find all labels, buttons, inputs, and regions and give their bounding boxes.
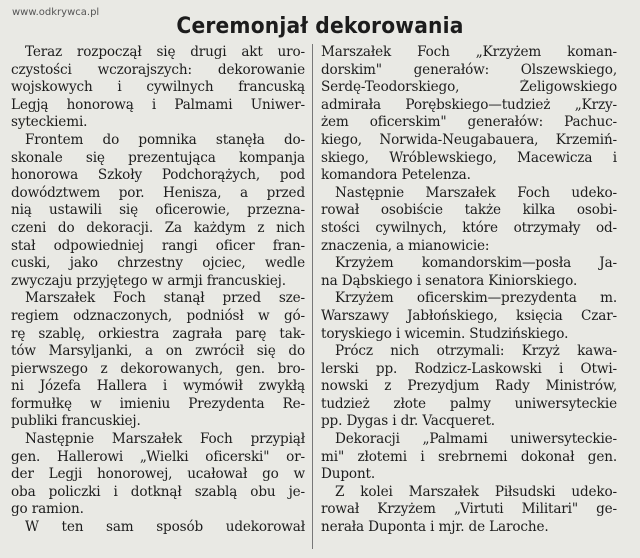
text-line: dorskim" generałów: Olszewskiego,	[321, 61, 617, 78]
text-line: Frontem do pomnika stanęła do-	[25, 131, 305, 148]
text-line: honorowa Szkoły Podchorążych, pod	[11, 167, 305, 184]
text-line: komandora Petelenza.	[321, 167, 471, 184]
text-line: admirała Porębskiego—tudzież „Krzy-	[321, 96, 617, 113]
text-line: Dupont.	[321, 466, 376, 483]
text-line: lerski pp. Rodzicz-Laskowski i Otwi-	[321, 360, 617, 377]
text-line: żem oficerskim" generałów: Pachuc-	[321, 114, 617, 131]
text-line: syteckiemi.	[11, 114, 88, 131]
text-line: zwyczaju przyjętego w armji francuskiej.	[11, 272, 286, 289]
text-line: skiego, Wróblewskiego, Macewicza i	[321, 149, 617, 166]
column-divider	[312, 44, 313, 549]
text-line: Marszałek Foch stanął przed sze-	[25, 290, 305, 307]
right-column	[321, 44, 617, 537]
text-line: rował Krzyżem „Virtuti Militari" ge-	[321, 501, 617, 518]
text-line: Krzyżem komandorskim—posła Ja-	[335, 255, 617, 272]
text-line: gen. Hallerowi „Wielki oficerski" or-	[11, 448, 305, 465]
text-line: czystości wczorajszych: dekorowanie	[11, 61, 305, 78]
text-line: kiego, Norwida-Neugabauera, Krzemiń-	[321, 131, 617, 148]
text-line: nerała Duponta i mjr. de Laroche.	[321, 519, 549, 536]
text-line: formułkę w imieniu Prezydenta Re-	[11, 395, 305, 412]
text-line: cuski, jako chrzestny ojciec, wedle	[11, 255, 305, 272]
text-line: regiem odznaczonych, podniósł w gó-	[11, 307, 305, 324]
text-line: oba policzki i dotknął szablą obu je-	[11, 483, 305, 500]
text-line: Legją honorową i Palmami Uniwer-	[11, 96, 305, 113]
text-line: toryskiego i wicemin. Studzińskiego.	[321, 325, 569, 342]
text-line: stał odpowiedniej rangi oficer fran-	[11, 237, 305, 254]
text-line: Prócz nich otrzymali: Krzyż kawa-	[335, 343, 617, 360]
text-line: go ramion.	[11, 501, 84, 518]
article-title: Ceremonjał dekorowania	[176, 14, 464, 39]
text-line: nią ustawili się oficerowie, przezna-	[11, 202, 305, 219]
text-line: Z kolei Marszałek Piłsudski udeko-	[335, 483, 617, 500]
text-line: tów Marsyljanki, a on zwrócił się do	[11, 343, 305, 360]
text-line: rę szablę, orkiestra zagrała parę tak-	[11, 325, 305, 342]
text-line: W ten sam sposób udekorował	[25, 519, 305, 536]
text-line: tudzież złote palmy uniwersyteckie	[321, 395, 617, 412]
text-line: Dekoracji „Palmami uniwersyteckie-	[335, 431, 617, 448]
text-line: Następnie Marszałek Foch przypiął	[25, 431, 305, 448]
text-line: rował osobiście także kilka osobi-	[321, 202, 617, 219]
text-line: pp. Dygas i dr. Vacqueret.	[321, 413, 495, 430]
text-line: Serdę-Teodorskiego, Żeligowskiego	[321, 79, 617, 96]
text-line: skonale się prezentująca kompanja	[11, 149, 305, 166]
text-line: znaczenia, a mianowicie:	[321, 237, 490, 254]
text-line: nowski z Prezydjum Rady Ministrów,	[321, 378, 617, 395]
text-line: Następnie Marszałek Foch udeko-	[335, 184, 617, 201]
text-line: Krzyżem oficerskim—prezydenta m.	[335, 290, 617, 307]
text-line: na Dąbskiego i senatora Kiniorskiego.	[321, 272, 578, 289]
text-line: czeni do dekoracji. Za każdym z nich	[11, 219, 305, 236]
text-line: Teraz rozpoczął się drugi akt uro-	[25, 44, 305, 60]
text-line: der Legji honorowej, ucałował go w	[11, 466, 305, 483]
text-line: pierwszego z dekorowanych, gen. bro-	[11, 360, 305, 377]
text-line: Warszawy Jabłońskiego, księcia Czar-	[321, 307, 617, 324]
site-watermark: www.odkrywca.pl	[12, 7, 100, 18]
text-line: dowództwem por. Henisza, a przed	[11, 184, 305, 201]
left-column	[11, 44, 305, 537]
text-line: mi" złotemi i srebrnemi dokonał gen.	[321, 448, 617, 465]
text-line: Marszałek Foch „Krzyżem koman-	[321, 44, 617, 60]
text-line: wojskowych i cywilnych francuską	[11, 79, 305, 96]
text-line: publiki francuskiej.	[11, 413, 141, 430]
text-line: ni Józefa Hallera i wymówił zwykłą	[11, 378, 305, 395]
text-line: stości cywilnych, które otrzymały od-	[321, 219, 617, 236]
